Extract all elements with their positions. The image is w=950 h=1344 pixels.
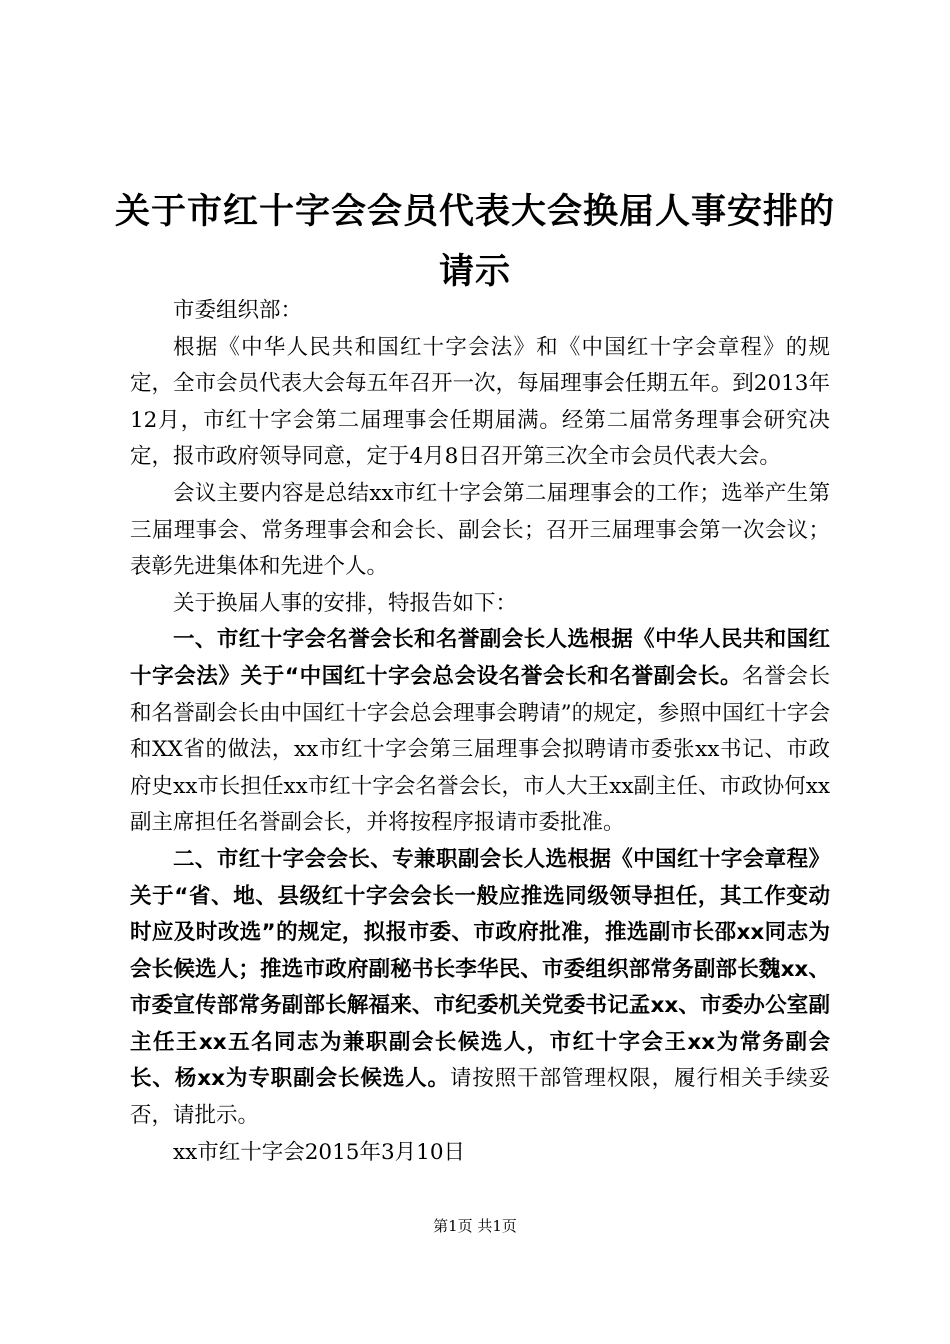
paragraph-background: 根据《中华人民共和国红十字会法》和《中国红十字会章程》的规定，全市会员代表大会每五年召开一次，每届理事会任期五年。到2013年12月，市红十字会第二届理事会任期届满。经第二届常务理事会研究决定，报市政府领导同意，定于4月8日召开第三次全市会员代表大会。	[130, 334, 830, 470]
section1-heading: 一、市红十字会名誉会长和名誉副会长人选根据《中华人民共和国红十字会法》关于“中国红十字会总会设名誉会长和名誉副会长。	[130, 627, 830, 689]
section-honorary-president	[130, 622, 830, 842]
signature-date: xx市红十字会2015年3月10日	[173, 1139, 466, 1165]
paragraph-meeting-content: 会议主要内容是总结xx市红十字会第二届理事会的工作；选举产生第三届理事会、常务理事会和会长、副会长；召开三届理事会第一次会议；表彰先进集体和先进个人。	[130, 480, 830, 580]
section1-body: 名誉会长和名誉副会长由中国红十字会总会理事会聘请”的规定，参照中国红十字会和XX省的做法，xx市红十字会第三届理事会拟聘请市委张xx书记、市政府史xx市长担任xx市红十字会名誉会长，市人大王xx副主任、市政协何xx副主席担任名誉副会长，并将按程序报请市委批准。	[130, 663, 830, 836]
paragraph-report-intro: 关于换届人事的安排，特报告如下：	[173, 590, 518, 616]
section2-heading: 二、市红十字会会长、专兼职副会长人选根据《中国红十字会章程》关于“省、地、县级红十字会会长一般应推选同级领导担任，其工作变动时应及时改选”的规定，拟报市委、市政府批准，推选副市长邵xx同志为会长候选人；推选市政府副秘书长李华民、市委组织部常务副部长魏xx、市委宣传部常务副部长解福来、市纪委机关党委书记孟xx、市委办公室副主任王xx五名同志为兼职副会长候选人，市红十字会王xx为常务副会长、杨xx为专职副会长候选人。	[130, 846, 830, 1092]
section2-body: 请按照干部管理权限，履行相关手续妥否，请批示。	[130, 1066, 830, 1129]
section-president-candidates	[130, 842, 830, 1135]
document-title: 关于市红十字会会员代表大会换届人事安排的请示	[114, 192, 835, 292]
salutation: 市委组织部：	[173, 298, 303, 323]
document-body	[130, 293, 830, 1171]
page-footer: 第1页 共1页	[433, 1217, 517, 1235]
